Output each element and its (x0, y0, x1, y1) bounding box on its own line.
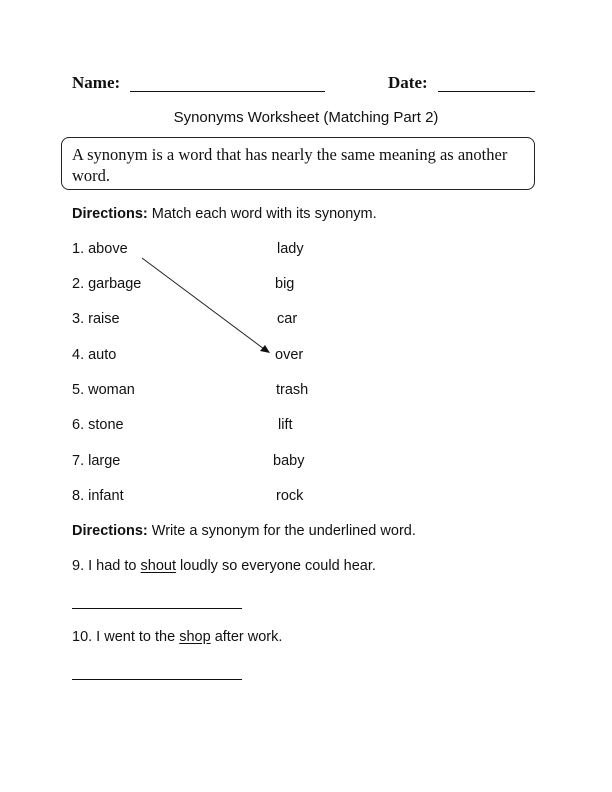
match-left-item: 7. large (72, 453, 121, 469)
match-right-item: trash (276, 382, 309, 398)
date-label: Date: (388, 73, 428, 92)
match-right-item: lift (278, 417, 293, 433)
writing-directions (72, 523, 416, 539)
match-right-item: rock (276, 488, 304, 504)
directions-text: Write a synonym for the underlined word. (151, 523, 416, 539)
q10-text-before: 10. I went to the (72, 629, 180, 645)
match-left-item: 1. above (72, 241, 128, 257)
question-9 (72, 558, 376, 574)
match-right-item: lady (277, 241, 304, 257)
arrow-line (142, 258, 264, 349)
match-left-item: 3. raise (72, 311, 120, 327)
definition-text: A synonym is a word that has nearly the same meaning as another word. (72, 145, 508, 185)
directions-label: Directions: (72, 206, 148, 222)
question-10 (72, 629, 282, 645)
arrow-head (260, 345, 270, 353)
q10-text-after: after work. (210, 629, 283, 645)
match-right-item: big (275, 276, 295, 292)
q9-answer-line[interactable] (72, 608, 242, 609)
match-left-item: 6. stone (72, 417, 124, 433)
match-left-item: 2. garbage (72, 276, 142, 292)
name-label: Name: (72, 73, 121, 92)
match-right-item: baby (273, 453, 305, 469)
q10-underlined-word: shop (179, 629, 211, 645)
match-right-item: car (277, 311, 298, 327)
match-left-item: 8. infant (72, 488, 124, 504)
match-left-item: 5. woman (72, 382, 135, 398)
q9-text-before: 9. I had to (72, 558, 141, 574)
q10-answer-line[interactable] (72, 679, 242, 680)
directions-text: Match each word with its synonym. (151, 206, 377, 222)
match-left-item: 4. auto (72, 347, 117, 363)
match-right-item: over (275, 347, 304, 363)
worksheet-title: Synonyms Worksheet (Matching Part 2) (173, 109, 439, 126)
q9-text-after: loudly so everyone could hear. (176, 558, 376, 574)
directions-label: Directions: (72, 523, 148, 539)
q9-underlined-word: shout (140, 558, 177, 574)
